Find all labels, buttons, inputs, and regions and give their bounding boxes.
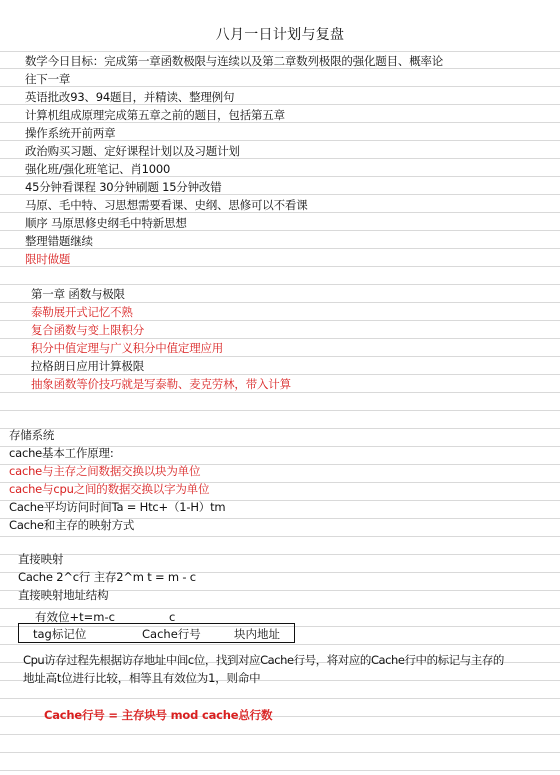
row-field: Cache行号 — [142, 627, 201, 641]
rule-line — [0, 356, 560, 357]
plan-item: 45分钟看课程 30分钟刷题 15分钟改错 — [25, 180, 222, 194]
rule-line — [0, 86, 560, 87]
address-structure-box — [18, 623, 295, 643]
direct-structure: 直接映射地址结构 — [18, 588, 109, 602]
chapter-red-item: 积分中值定理与广义积分中值定理应用 — [31, 341, 224, 355]
plan-item: 政治购买习题、定好课程计划以及习题计划 — [25, 144, 240, 158]
row-number-formula: Cache行号 = 主存块号 mod cache总行数 — [44, 708, 273, 722]
rule-line — [0, 752, 560, 753]
rule-line — [0, 320, 560, 321]
rule-line — [0, 554, 560, 555]
storage-principle: cache基本工作原理: — [9, 446, 114, 460]
rule-line — [0, 266, 560, 267]
plan-item: 马原、毛中特、习思想需要看课、史纲、思修可以不看课 — [25, 198, 308, 212]
rule-line — [0, 770, 560, 771]
direct-formula: Cache 2^c行 主存2^m t = m - c — [18, 570, 196, 584]
valid-bit-label: 有效位+t=m-c — [35, 610, 115, 624]
plan-item: 往下一章 — [25, 72, 71, 86]
rule-line — [0, 608, 560, 609]
storage-heading: 存储系统 — [9, 428, 55, 442]
rule-line — [0, 410, 560, 411]
storage-red-line: cache与cpu之间的数据交换以字为单位 — [9, 482, 210, 496]
chapter-red-item: 泰勒展开式记忆不熟 — [31, 305, 133, 319]
direct-heading: 直接映射 — [18, 552, 64, 566]
access-description: Cpu访存过程先根据访存地址中间c位，找到对应Cache行号，将对应的Cache行中的标记与主存的 — [23, 653, 504, 667]
plan-item: 英语批改93、94题目，并精读、整理例句 — [25, 90, 235, 104]
plan-item: 强化班/强化班笔记、肖1000 — [25, 162, 171, 176]
storage-red-line: cache与主存之间数据交换以块为单位 — [9, 464, 201, 478]
rule-line — [0, 644, 560, 645]
plan-item: 数学今日目标：完成第一章函数极限与连续以及第二章数列极限的强化题目、概率论 — [25, 54, 444, 68]
rule-line — [0, 302, 560, 303]
rule-line — [0, 698, 560, 699]
plan-item: 顺序 马原思修史纲毛中特新思想 — [25, 216, 187, 230]
storage-avg-time: Cache平均访问时间Ta = Htc+（1-H）tm — [9, 500, 226, 514]
plan-item: 计算机组成原理完成第五章之前的题目，包括第五章 — [25, 108, 285, 122]
row-bits-label: c — [169, 610, 176, 624]
rule-line — [0, 428, 560, 429]
chapter-red-item: 复合函数与变上限积分 — [31, 323, 144, 337]
tag-field: tag标记位 — [33, 627, 87, 641]
rule-line — [0, 338, 560, 339]
chapter-red-item: 抽象函数等价技巧就是写泰勒、麦克劳林，带入计算 — [31, 377, 291, 391]
rule-line — [0, 392, 560, 393]
plan-item: 操作系统开前两章 — [25, 126, 116, 140]
rule-line — [0, 51, 560, 52]
rule-line — [0, 374, 560, 375]
storage-mapping: Cache和主存的映射方式 — [9, 518, 135, 532]
chapter-item: 拉格朗日应用计算极限 — [31, 359, 144, 373]
page-title: 八月一日计划与复盘 — [215, 27, 345, 43]
offset-field: 块内地址 — [234, 627, 280, 641]
plan-item: 整理错题继续 — [25, 234, 93, 248]
chapter-heading: 第一章 函数与极限 — [31, 287, 125, 301]
rule-line — [0, 734, 560, 735]
rule-line — [0, 284, 560, 285]
rule-line — [0, 536, 560, 537]
access-description: 地址高t位进行比较，相等且有效位为1，则命中 — [23, 671, 261, 685]
plan-highlight: 限时做题 — [25, 252, 71, 266]
